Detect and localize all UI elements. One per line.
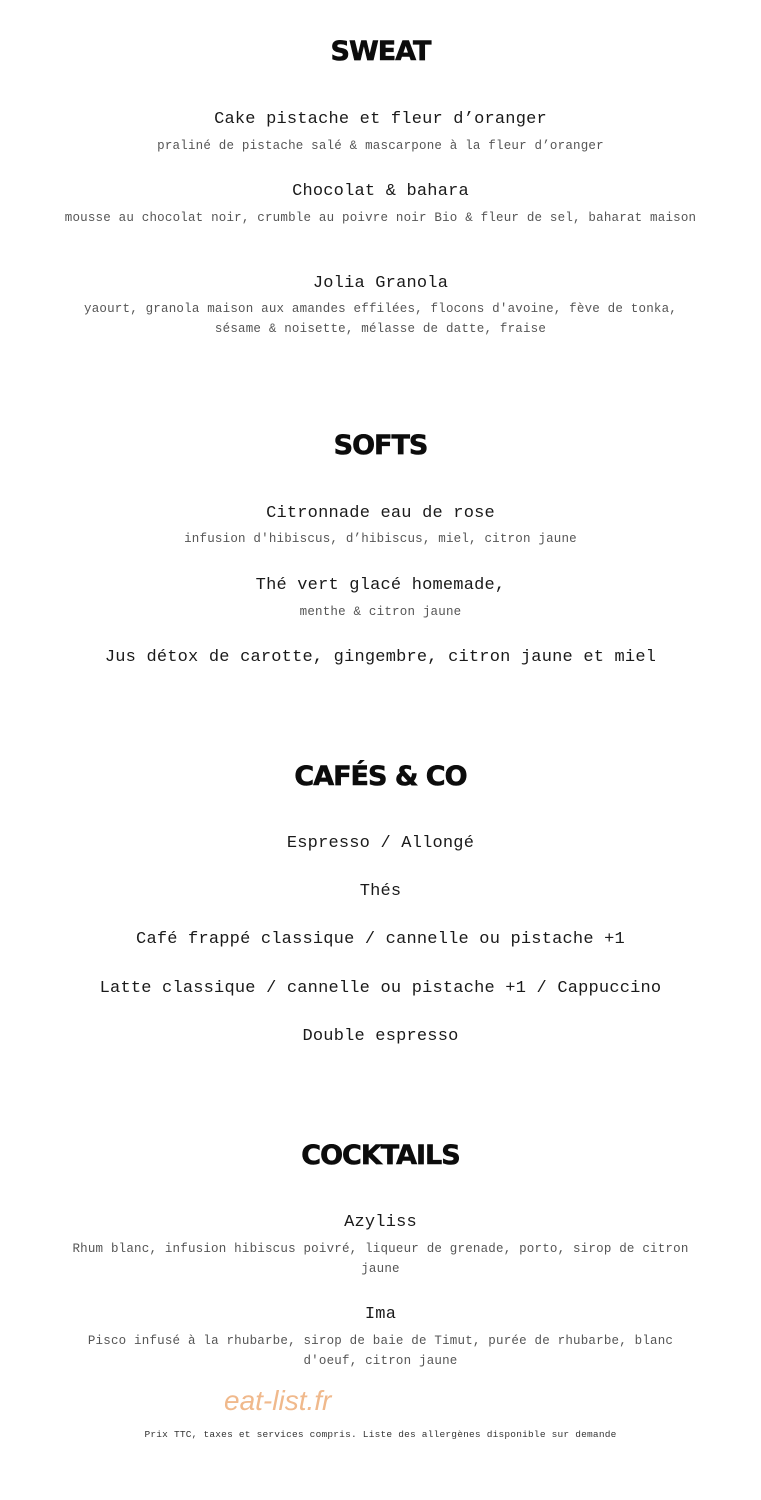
watermark: eat-list.fr: [224, 1385, 332, 1416]
menu-item-name: Thés: [359, 882, 402, 901]
menu-item-name: Citronnade eau de rose: [266, 504, 495, 523]
section-title-cafes: CAFÉS & CO: [294, 761, 467, 792]
menu-item-name: Latte classique / cannelle ou pistache +1 / Cappuccino: [99, 979, 662, 998]
menu-item-description: mousse au chocolat noir, crumble au poivre noir Bio & fleur de sel, baharat maison: [64, 211, 697, 225]
menu-item-description: yaourt, granola maison aux amandes effilées, flocons d'avoine, fève de tonka, sésame & noisette, mélasse de datte, fraise: [84, 302, 677, 336]
menu-item-description: infusion d'hibiscus, d’hibiscus, miel, citron jaune: [184, 532, 577, 546]
menu-item-name: Double espresso: [302, 1027, 459, 1046]
menu-item-name: Espresso / Allongé: [286, 834, 475, 853]
menu-item-name: Cake pistache et fleur d’oranger: [214, 110, 547, 129]
section-title-sweat: SWEAT: [330, 36, 431, 67]
section-title-softs: SOFTS: [333, 430, 428, 461]
menu-item-description: praliné de pistache salé & mascarpone à la fleur d’oranger: [157, 139, 604, 153]
footer-note: Prix TTC, taxes et services compris. Liste des allergènes disponible sur demande: [144, 1429, 617, 1440]
menu-item-description: menthe & citron jaune: [299, 605, 462, 619]
menu-item-name: Thé vert glacé homemade,: [255, 576, 506, 595]
menu-item-name: Café frappé classique / cannelle ou pistache +1: [136, 930, 625, 949]
section-title-cocktails: COCKTAILS: [301, 1140, 460, 1171]
menu-item-name: Ima: [364, 1305, 397, 1324]
menu-item-description: Rhum blanc, infusion hibiscus poivré, liqueur de grenade, porto, sirop de citron jaune: [72, 1242, 689, 1276]
menu-item-description: Pisco infusé à la rhubarbe, sirop de baie de Timut, purée de rhubarbe, blanc d'oeuf, citron jaune: [87, 1334, 674, 1368]
menu-item-name: Jus détox de carotte, gingembre, citron jaune et miel: [104, 648, 657, 667]
menu-item-name: Jolia Granola: [312, 274, 449, 293]
menu-item-name: Chocolat & bahara: [292, 182, 469, 201]
menu-item-name: Azyliss: [344, 1213, 417, 1232]
